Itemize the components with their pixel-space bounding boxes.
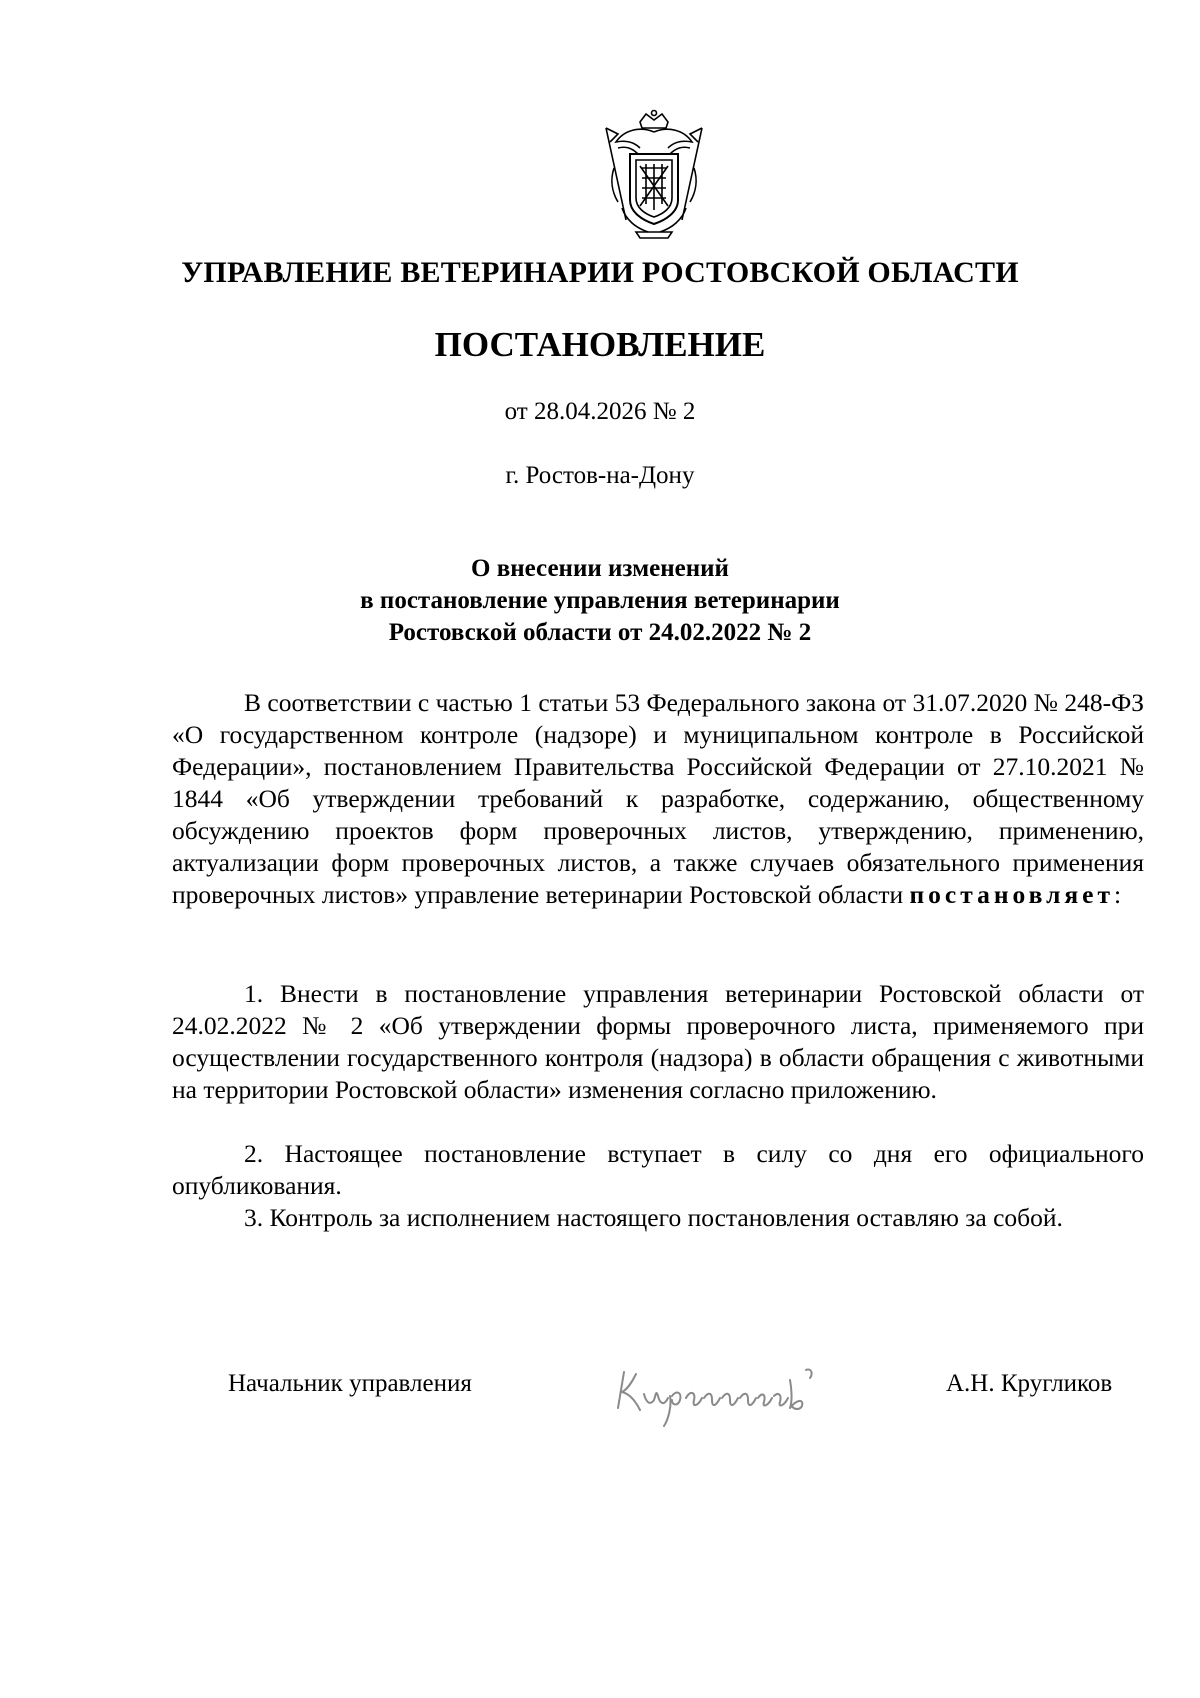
preamble-text: В соответствии с частью 1 статьи 53 Федерального закона от 31.07.2020 № 248-ФЗ «О государственном контроле (надзоре) и муниципальном контроле в Российской Федерации», постановлением Правительства Российской Федерации от 27.10.2021 № 1844 «Об утверждении требований к разработке, содержанию, общественному обсуждению проектов форм проверочных листов, утверждению, применению, актуализации форм проверочных листов, а также случаев обязательного применения проверочных листов» управление ветеринарии Ростовской области	[172, 688, 1144, 909]
subject-line-2: в постановление управления ветеринарии	[360, 587, 840, 614]
subject-line-1: О внесении изменений	[471, 555, 729, 582]
coat-of-arms-icon	[596, 108, 712, 240]
document-place: г. Ростов-на-Дону	[505, 462, 695, 489]
signatory-title: Начальник управления	[228, 1370, 472, 1397]
signatory-name: А.Н. Кругликов	[946, 1370, 1113, 1397]
agency-name: УПРАВЛЕНИЕ ВЕТЕРИНАРИИ РОСТОВСКОЙ ОБЛАСТИ	[181, 256, 1019, 289]
document-subject	[0, 553, 1200, 649]
item-2-paragraph: 2. Настоящее постановление вступает в силу со дня его официального опубликования.	[172, 1139, 1144, 1200]
decree-word: постановляет	[909, 880, 1115, 909]
preamble-paragraph	[172, 687, 1144, 911]
decree-colon: :	[1114, 880, 1122, 909]
document-type: ПОСТАНОВЛЕНИЕ	[434, 325, 766, 364]
handwritten-signature	[610, 1350, 850, 1430]
subject-line-3: Ростовской области от 24.02.2022 № 2	[388, 619, 812, 646]
document-date-number: от 28.04.2026 № 2	[504, 398, 696, 425]
item-3-paragraph: 3. Контроль за исполнением настоящего постановления оставляю за собой.	[244, 1203, 1063, 1232]
item-1-paragraph: 1. Внести в постановление управления ветеринарии Ростовской области от 24.02.2022 № 2 «Об утверждении формы проверочного листа, применяемого при осуществлении государственного контроля (надзора) в области обращения с животными на территории Ростовской области» изменения согласно приложению.	[172, 979, 1144, 1104]
